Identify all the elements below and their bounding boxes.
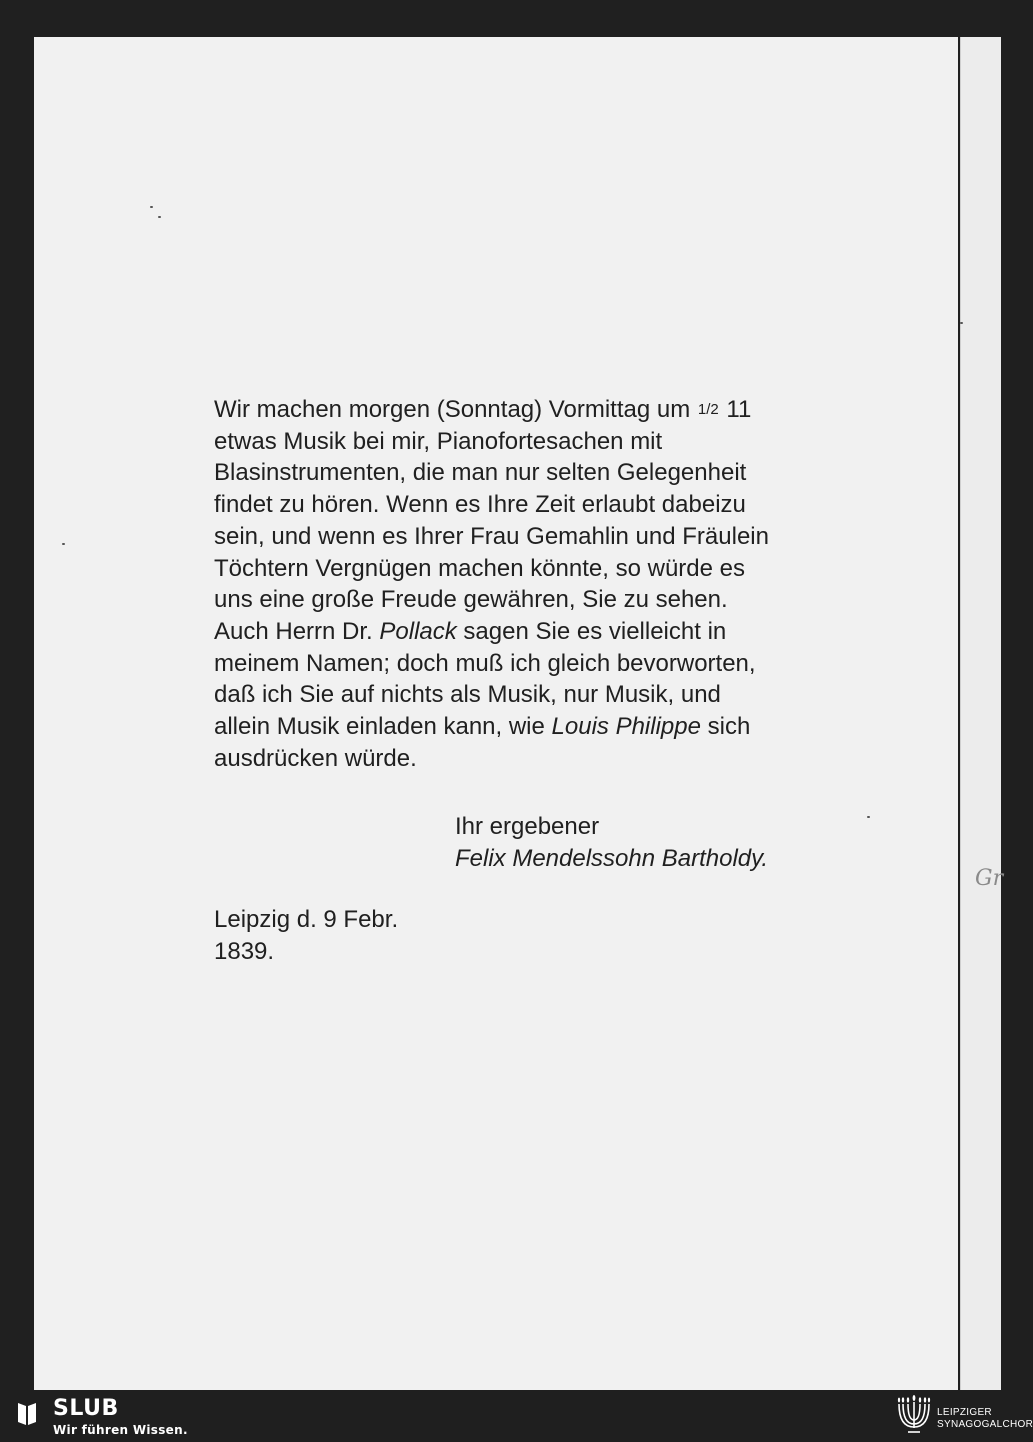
paper-speck xyxy=(158,216,161,218)
letter-body xyxy=(214,394,854,774)
slub-name[interactable]: SLUB xyxy=(53,1396,119,1421)
date-block xyxy=(214,904,398,968)
footer-bar xyxy=(0,1390,1033,1442)
place-date: Leipzig d. 9 Febr. xyxy=(214,906,399,933)
signature: Felix Mendelssohn Bartholdy. xyxy=(455,845,769,872)
partner-name-line2: SYNAGOGALCHOR xyxy=(937,1419,1033,1430)
next-page-edge xyxy=(960,37,1004,1390)
letter-line: daß ich Sie auf nichts als Musik, nur Musik, und xyxy=(214,681,721,709)
pencil-annotation: Gr xyxy=(975,866,1004,891)
letter-line: uns eine große Freude gewähren, Sie zu sehen. xyxy=(214,586,728,614)
letter-line: sein, und wenn es Ihrer Frau Gemahlin und Fräulein xyxy=(214,522,769,550)
paper-speck xyxy=(62,543,65,545)
letter-line: Blasinstrumenten, die man nur selten Gelegenheit xyxy=(214,459,747,487)
paper-speck xyxy=(867,816,870,818)
partner-name-line1: LEIPZIGER xyxy=(937,1407,992,1418)
letter-line: meinem Namen; doch muß ich gleich bevorworten, xyxy=(214,649,756,677)
name-louis-philippe: Louis Philippe xyxy=(551,713,701,741)
letter-line: Wir machen morgen (Sonntag) Vormittag um 1/2 11 xyxy=(214,396,752,423)
slub-claim: Wir führen Wissen. xyxy=(53,1423,188,1437)
letter-line: findet zu hören. Wenn es Ihre Zeit erlaubt dabeizu xyxy=(214,491,746,519)
menorah-icon xyxy=(897,1394,931,1436)
letter-line: etwas Musik bei mir, Pianofortesachen mit xyxy=(214,427,663,455)
slub-logo-icon xyxy=(16,1399,38,1427)
letter-line: Töchtern Vergnügen machen könnte, so würde es xyxy=(214,554,745,582)
letter-line: ausdrücken würde. xyxy=(214,744,417,772)
closing: Ihr ergebener xyxy=(455,813,600,840)
letter-line: Auch Herrn Dr. Pollack sagen Sie es vielleicht in xyxy=(214,617,727,645)
signature-block xyxy=(455,811,768,875)
name-pollack: Pollack xyxy=(379,617,457,645)
fraction-half: 1/2 xyxy=(697,401,719,418)
paper-speck xyxy=(150,206,153,208)
year: 1839. xyxy=(214,938,275,965)
letter-line: allein Musik einladen kann, wie Louis Philippe sich xyxy=(214,713,751,741)
paper-speck xyxy=(960,322,963,324)
